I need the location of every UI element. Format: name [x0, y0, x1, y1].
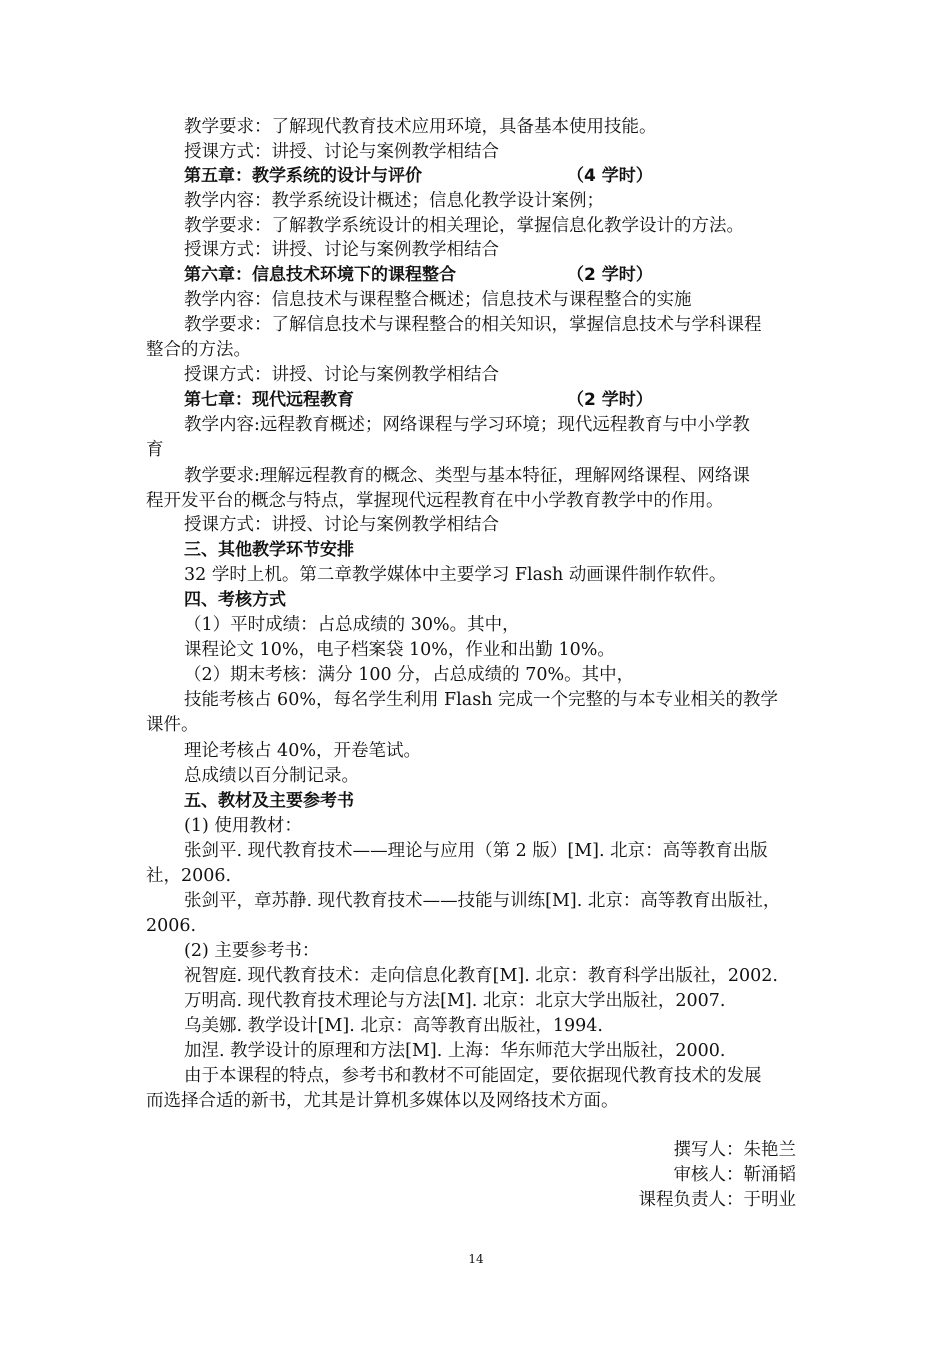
text-line: 程开发平台的概念与特点，掌握现代远程教育在中小学教育教学中的作用。: [146, 491, 724, 511]
text-line: 教学要求：了解信息技术与课程整合的相关知识，掌握信息技术与学科课程: [184, 315, 762, 335]
signature-course-owner: 课程负责人：于明业: [638, 1190, 796, 1210]
reference-line: 社，2006.: [146, 866, 232, 886]
text-line: （1）平时成绩：占总成绩的 30%。其中，: [184, 615, 520, 635]
text-line: 授课方式：讲授、讨论与案例教学相结合: [184, 240, 499, 260]
text-line: 教学内容：教学系统设计概述；信息化教学设计案例；: [184, 191, 604, 211]
text-line: 理论考核占 40%，开卷笔试。: [184, 741, 421, 761]
signature-reviewer: 审核人：靳涌韬: [673, 1165, 796, 1185]
text-line: 32 学时上机。第二章教学媒体中主要学习 Flash 动画课件制作软件。: [184, 565, 727, 585]
reference-line: 乌美娜. 教学设计[M]. 北京：高等教育出版社，1994.: [184, 1016, 603, 1036]
section-heading: 三、其他教学环节安排: [184, 540, 354, 560]
reference-line: 2006.: [146, 916, 197, 936]
reference-line: 祝智庭. 现代教育技术：走向信息化教育[M]. 北京：教育科学出版社，2002.: [184, 966, 778, 986]
chapter-hours: （4 学时）: [567, 166, 653, 186]
text-line: 教学要求：了解教学系统设计的相关理论，掌握信息化教学设计的方法。: [184, 216, 744, 236]
text-line: （2）期末考核：满分 100 分，占总成绩的 70%。其中，: [184, 665, 635, 685]
section-heading: 四、考核方式: [184, 590, 286, 610]
text-line: 教学内容:远程教育概述；网络课程与学习环境；现代远程教育与中小学教: [184, 415, 750, 435]
chapter-hours: （2 学时）: [567, 265, 653, 285]
text-line: 授课方式：讲授、讨论与案例教学相结合: [184, 365, 499, 385]
chapter-heading: 第六章：信息技术环境下的课程整合: [184, 265, 456, 285]
text-line: 而选择合适的新书，尤其是计算机多媒体以及网络技术方面。: [146, 1091, 619, 1111]
reference-line: 张剑平. 现代教育技术——理论与应用（第 2 版）[M]. 北京：高等教育出版: [184, 841, 768, 861]
text-line: 由于本课程的特点，参考书和教材不可能固定，要依据现代教育技术的发展: [184, 1066, 762, 1086]
text-line: 教学要求：了解现代教育技术应用环境，具备基本使用技能。: [184, 117, 657, 137]
chapter-heading: 第七章：现代远程教育: [184, 390, 354, 410]
section-heading: 五、教材及主要参考书: [184, 791, 354, 811]
page-number: 14: [468, 1252, 484, 1266]
text-line: 教学内容：信息技术与课程整合概述；信息技术与课程整合的实施: [184, 290, 692, 310]
chapter-hours: （2 学时）: [567, 390, 653, 410]
reference-line: 加涅. 教学设计的原理和方法[M]. 上海：华东师范大学出版社，2000.: [184, 1041, 726, 1061]
text-line: 总成绩以百分制记录。: [184, 766, 359, 786]
text-line: 授课方式：讲授、讨论与案例教学相结合: [184, 142, 499, 162]
text-line: 教学要求:理解远程教育的概念、类型与基本特征，理解网络课程、网络课: [184, 466, 750, 486]
text-line: (1) 使用教材：: [184, 816, 302, 836]
text-line: 育: [146, 440, 164, 460]
text-line: (2) 主要参考书：: [184, 941, 320, 961]
reference-line: 张剑平，章苏静. 现代教育技术——技能与训练[M]. 北京：高等教育出版社，: [184, 891, 781, 911]
text-line: 整合的方法。: [146, 340, 251, 360]
text-line: 课程论文 10%，电子档案袋 10%，作业和出勤 10%。: [184, 640, 615, 660]
reference-line: 万明高. 现代教育技术理论与方法[M]. 北京：北京大学出版社，2007.: [184, 991, 726, 1011]
signature-writer: 撰写人：朱艳兰: [673, 1140, 796, 1160]
text-line: 授课方式：讲授、讨论与案例教学相结合: [184, 515, 499, 535]
text-line: 技能考核占 60%，每名学生利用 Flash 完成一个完整的与本专业相关的教学: [184, 690, 779, 710]
text-line: 课件。: [146, 715, 199, 735]
chapter-heading: 第五章：教学系统的设计与评价: [184, 166, 422, 186]
